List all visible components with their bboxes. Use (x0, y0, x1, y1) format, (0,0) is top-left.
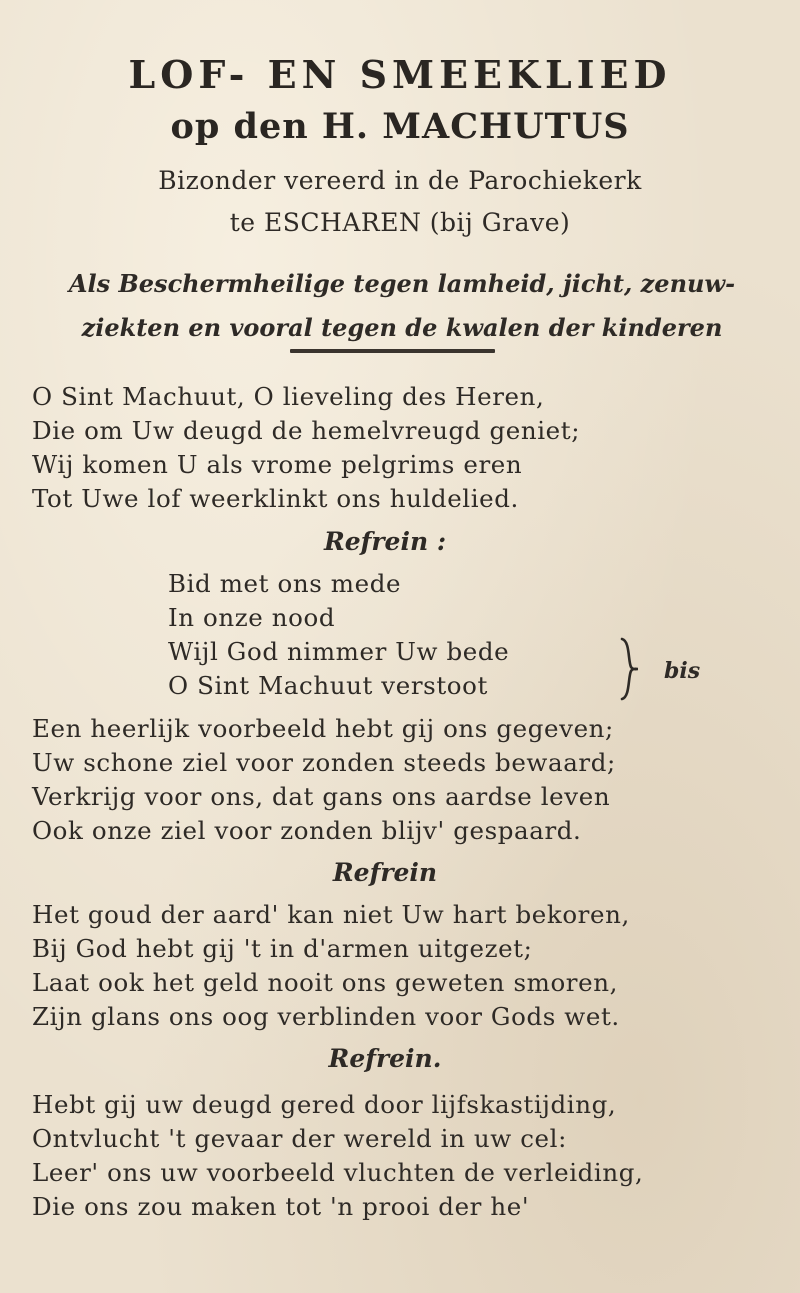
verse-line: Verkrijg voor ons, dat gans ons aardse leven (32, 782, 611, 811)
verse-3 (32, 898, 772, 1034)
brace-icon (618, 637, 640, 701)
location-line: te ESCHAREN (bij Grave) (229, 208, 571, 237)
divider-rule (290, 349, 495, 353)
verse-line: Bij God hebt gij 't in d'armen uitgezet; (32, 934, 533, 963)
verse-line: Wij komen U als vrome pelgrims eren (32, 450, 523, 479)
verse-line: Laat ook het geld nooit ons geweten smoren, (32, 968, 618, 997)
verse-2 (32, 712, 772, 848)
verse-line: Hebt gij uw deugd gered door lijfskastijding, (32, 1090, 617, 1119)
verse-line: Tot Uwe lof weerklinkt ons huldelied. (32, 484, 519, 513)
verse-4 (32, 1088, 772, 1224)
verse-line: Leer' ons uw voorbeeld vluchten de verleiding, (32, 1158, 644, 1187)
verse-1 (32, 380, 772, 516)
verse-line: Ook onze ziel voor zonden blijv' gespaard. (32, 816, 582, 845)
chorus (168, 567, 628, 703)
refrain-label-1: Refrein : (323, 527, 447, 556)
verse-line: Zijn glans ons oog verblinden voor Gods wet. (32, 1002, 620, 1031)
refrain-label-3: Refrein. (328, 1044, 442, 1073)
verse-line: Uw schone ziel voor zonden steeds bewaard; (32, 748, 616, 777)
verse-line: Het goud der aard' kan niet Uw hart bekoren, (32, 900, 630, 929)
verse-line: Die om Uw deugd de hemelvreugd geniet; (32, 416, 581, 445)
patron-line-1: Als Beschermheilige tegen lamheid, jicht, zenuw- (68, 269, 736, 298)
verse-line: Ontvlucht 't gevaar der wereld in uw cel: (32, 1124, 567, 1153)
verse-line: Een heerlijk voorbeeld hebt gij ons gegeven; (32, 714, 614, 743)
patron-description (22, 262, 782, 350)
bis-mark: bis (664, 658, 701, 684)
veneration-line: Bizonder vereerd in de Parochiekerk (158, 166, 642, 195)
hymn-title: LOF- EN SMEEKLIED (128, 52, 672, 97)
chorus-line: Wijl God nimmer Uw bede (168, 637, 510, 666)
verse-line: Die ons zou maken tot 'n prooi der he' (32, 1192, 530, 1221)
refrain-label-2: Refrein (332, 858, 438, 887)
chorus-line: O Sint Machuut verstoot (168, 671, 488, 700)
verse-line: O Sint Machuut, O lieveling des Heren, (32, 382, 545, 411)
hymn-subtitle: op den H. MACHUTUS (170, 106, 630, 147)
chorus-line: Bid met ons mede (168, 569, 402, 598)
patron-line-2: ziekten en vooral tegen de kwalen der kinderen (81, 313, 723, 342)
chorus-line: In onze nood (168, 603, 336, 632)
